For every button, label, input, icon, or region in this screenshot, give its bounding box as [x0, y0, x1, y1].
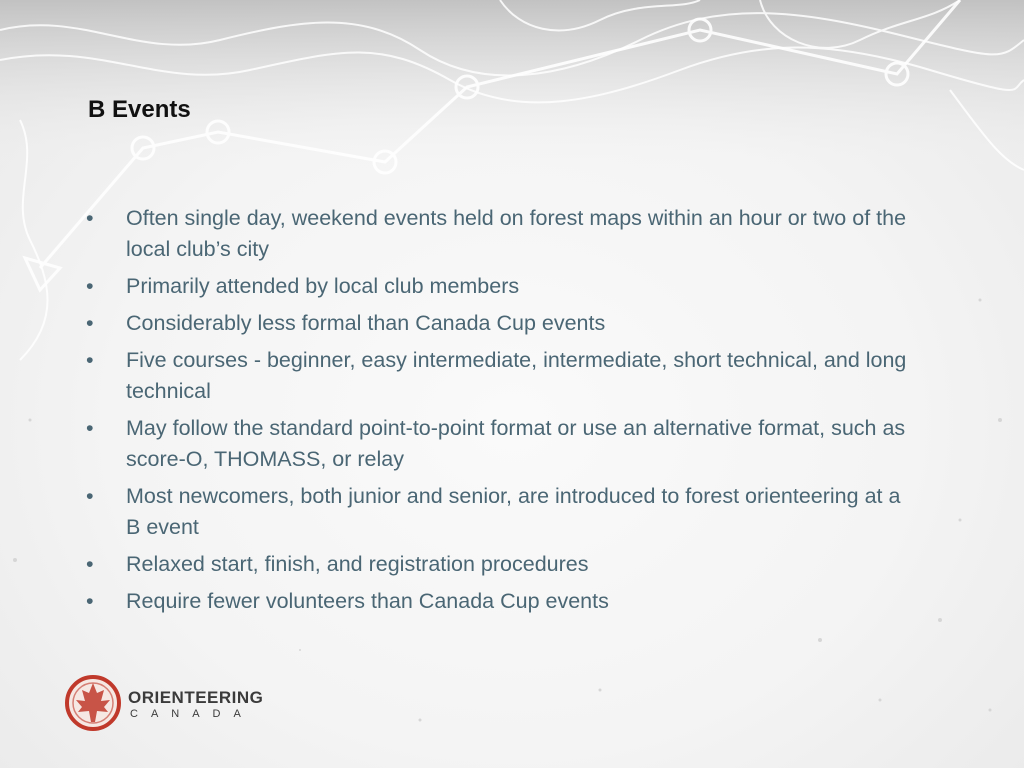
bullet-text: May follow the standard point-to-point format or use an alternative format, such as score-O, THOMASS, or relay: [126, 416, 906, 471]
logo-country: CANADA: [130, 708, 254, 720]
bullet-item: [86, 271, 916, 302]
bullet-item: [86, 549, 916, 580]
bullet-text: Most newcomers, both junior and senior, are introduced to forest orienteering at a B event: [126, 484, 901, 539]
bullet-text: Relaxed start, finish, and registration procedures: [126, 552, 589, 576]
bullet-item: [86, 481, 916, 543]
bullet-marker: •: [86, 552, 94, 576]
bullet-text: Often single day, weekend events held on forest maps within an hour or two of the local club’s city: [126, 206, 907, 261]
orienteering-canada-logo: [64, 674, 264, 734]
bullet-marker: •: [86, 274, 94, 298]
bullet-marker: •: [86, 416, 94, 440]
bullet-item: [86, 413, 916, 475]
bullet-item: [86, 308, 916, 339]
bullet-marker: •: [86, 484, 94, 508]
slide-title: B Events: [88, 96, 191, 123]
bullet-text: Require fewer volunteers than Canada Cup events: [126, 589, 609, 613]
bullet-list: [86, 203, 916, 623]
bullet-marker: •: [86, 311, 94, 335]
bullet-marker: •: [86, 589, 94, 613]
maple-leaf-compass-icon: [64, 674, 122, 732]
bullet-item: [86, 345, 916, 407]
bullet-marker: •: [86, 206, 94, 230]
bullet-text: Primarily attended by local club members: [126, 274, 520, 298]
bullet-marker: •: [86, 348, 94, 372]
bullet-item: [86, 203, 916, 265]
bullet-text: Considerably less formal than Canada Cup events: [126, 311, 606, 335]
logo-wordmark: ORIENTEERING: [128, 688, 264, 707]
bullet-item: [86, 586, 916, 617]
bullet-text: Five courses - beginner, easy intermediate, intermediate, short technical, and long technical: [126, 348, 907, 403]
